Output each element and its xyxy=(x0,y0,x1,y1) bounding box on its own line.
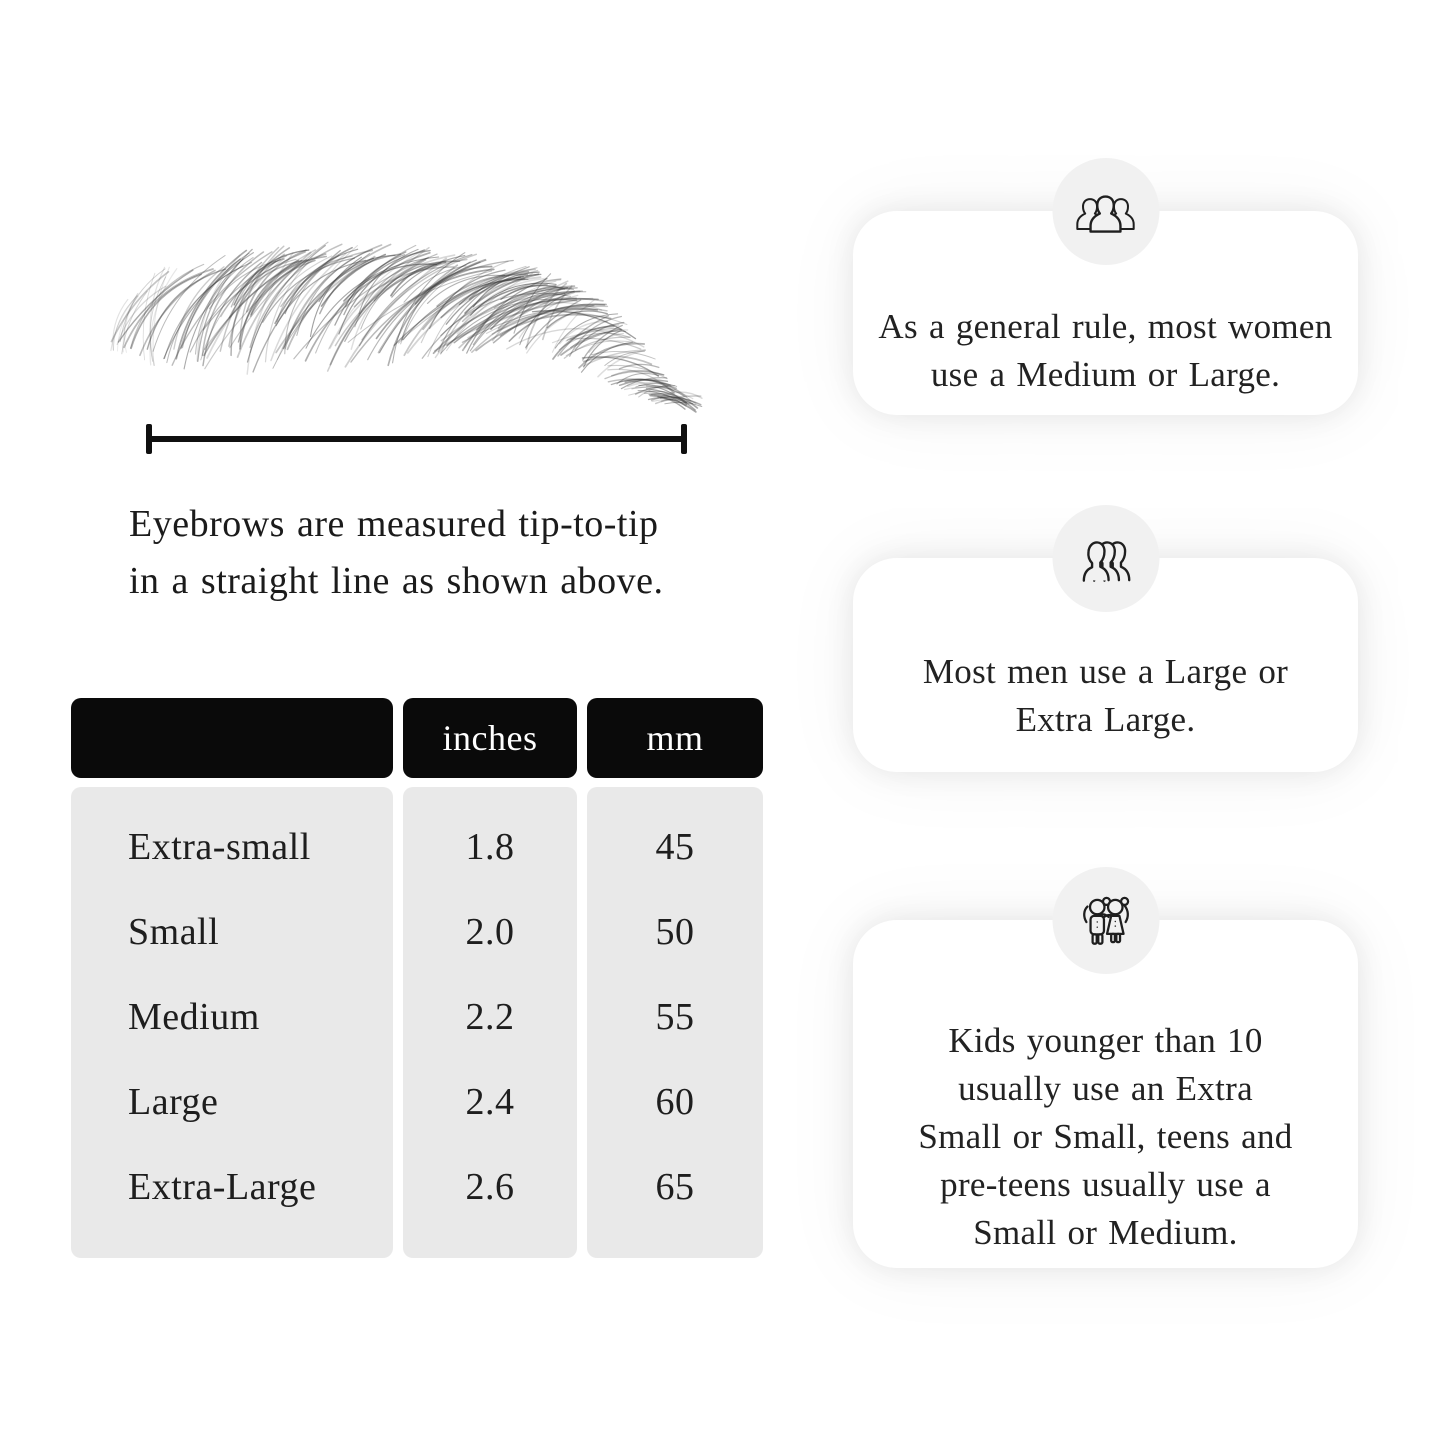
eyebrow-illustration xyxy=(0,0,760,470)
size-table xyxy=(71,698,763,1258)
info-card-kids xyxy=(853,920,1358,1268)
icon-circle xyxy=(1052,158,1159,265)
table-row xyxy=(71,1059,763,1144)
table-row xyxy=(71,1144,763,1229)
measurement-caption xyxy=(129,496,664,610)
size-label: Large xyxy=(128,1080,219,1123)
size-table-header-inches: inches xyxy=(403,698,577,778)
measurement-line-right-tick xyxy=(681,424,687,454)
size-table-body xyxy=(71,787,763,1258)
size-mm: 60 xyxy=(655,1080,695,1123)
children-icon xyxy=(1073,891,1139,951)
size-label: Medium xyxy=(128,995,260,1038)
size-table-header-blank xyxy=(71,698,393,778)
size-inches: 2.4 xyxy=(465,1080,515,1123)
size-mm: 65 xyxy=(655,1165,695,1208)
size-mm: 45 xyxy=(655,825,695,868)
size-label: Small xyxy=(128,910,220,953)
caption-line-1: Eyebrows are measured tip-to-tip xyxy=(129,503,659,545)
caption-line-2: in a straight line as shown above. xyxy=(129,560,664,602)
card-text: As a general rule, most women use a Medium or Large. xyxy=(878,307,1333,394)
table-row xyxy=(71,804,763,889)
size-label: Extra-Large xyxy=(128,1165,317,1208)
size-inches: 2.2 xyxy=(465,995,515,1038)
size-table-header-mm: mm xyxy=(587,698,763,778)
women-group-icon xyxy=(1073,183,1139,241)
table-row xyxy=(71,889,763,974)
measurement-line-bar xyxy=(146,436,687,442)
size-inches: 2.6 xyxy=(465,1165,515,1208)
size-inches: 1.8 xyxy=(465,825,515,868)
info-card-women xyxy=(853,211,1358,415)
size-mm: 50 xyxy=(655,910,695,953)
icon-circle xyxy=(1052,867,1159,974)
size-label: Extra-small xyxy=(128,825,311,868)
measurement-line xyxy=(146,424,687,454)
size-mm: 55 xyxy=(655,995,695,1038)
size-table-header xyxy=(71,698,763,778)
size-inches: 2.0 xyxy=(465,910,515,953)
table-row xyxy=(71,974,763,1059)
info-card-men xyxy=(853,558,1358,772)
card-text: Most men use a Large or Extra Large. xyxy=(922,652,1289,739)
card-text: Kids younger than 10 usually use an Extra Small or Small, teens and pre-teens usually use a Small or Medium. xyxy=(918,1021,1293,1252)
icon-circle xyxy=(1052,505,1159,612)
men-group-icon xyxy=(1073,530,1139,588)
